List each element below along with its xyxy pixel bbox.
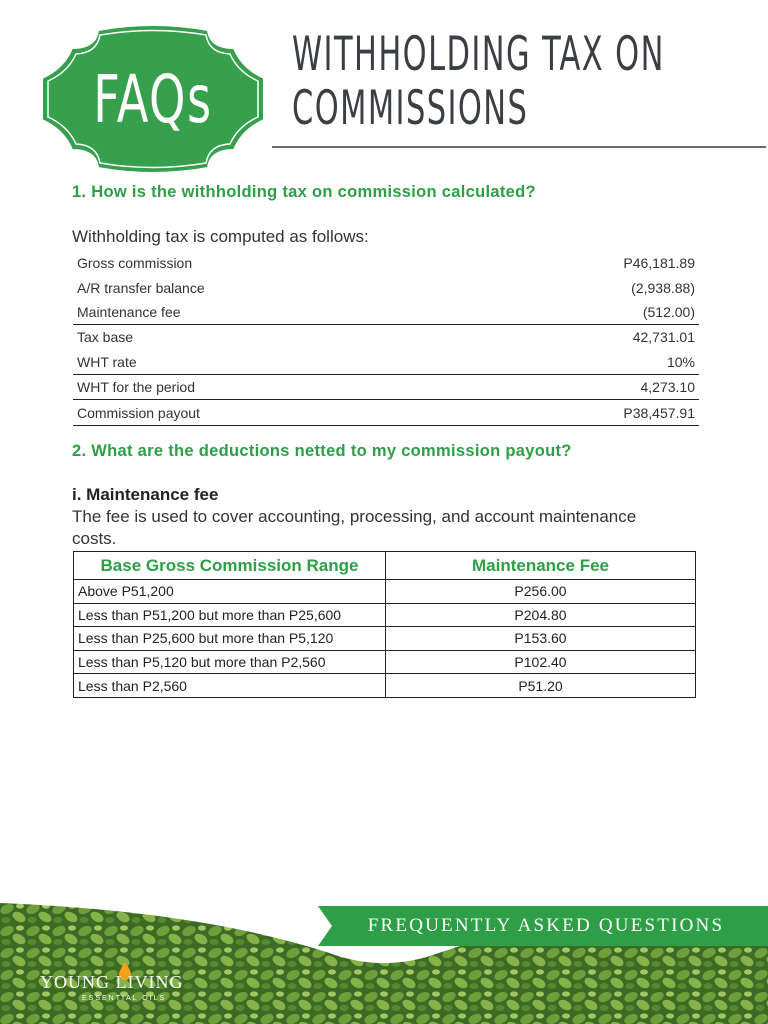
- fee-range-cell: Less than P51,200 but more than P25,600: [74, 603, 386, 627]
- fee-table-row: [74, 580, 696, 604]
- title-line-2: COMMISSIONS: [292, 81, 529, 136]
- calc-row: [73, 400, 699, 425]
- calc-value: 4,273.10: [467, 374, 699, 399]
- maintenance-fee-table: [73, 551, 696, 698]
- fee-header-range: Base Gross Commission Range: [74, 552, 386, 580]
- page-title: [292, 27, 665, 136]
- brand-tagline: ESSENTIAL OILS: [82, 995, 167, 1002]
- fee-amount-cell: P204.80: [386, 603, 696, 627]
- calc-value: P38,457.91: [467, 400, 699, 425]
- title-divider: [272, 146, 766, 148]
- fee-amount-cell: P256.00: [386, 580, 696, 604]
- calc-intro: Withholding tax is computed as follows:: [72, 227, 369, 246]
- maintenance-fee-description: The fee is used to cover accounting, processing, and account maintenance costs.: [72, 507, 637, 548]
- brand-logo: YOUNG LIVING: [40, 972, 184, 992]
- tax-computation-table: [73, 251, 699, 426]
- ribbon-text: FREQUENTLY ASKED QUESTIONS: [367, 915, 725, 936]
- calc-row: [73, 374, 699, 399]
- calc-row: [73, 325, 699, 350]
- calc-value: P46,181.89: [623, 255, 695, 272]
- fee-table-row: [74, 603, 696, 627]
- calc-row: [73, 251, 699, 275]
- fee-table-row: [74, 674, 696, 698]
- maintenance-fee-heading: i. Maintenance fee: [72, 485, 219, 504]
- calc-value: 42,731.01: [467, 325, 699, 350]
- fee-range-cell: Above P51,200: [74, 580, 386, 604]
- fee-table-row: [74, 627, 696, 651]
- calc-label: A/R transfer balance: [77, 279, 205, 296]
- fee-amount-cell: P153.60: [386, 627, 696, 651]
- badge-label: FAQs: [93, 60, 213, 138]
- calc-row: [73, 350, 699, 375]
- fee-amount-cell: P102.40: [386, 650, 696, 674]
- calc-label: Tax base: [73, 325, 467, 350]
- calc-label: WHT rate: [77, 353, 137, 370]
- calc-label: Maintenance fee: [77, 303, 181, 320]
- calc-value: 10%: [666, 353, 695, 370]
- question-1: 1. How is the withholding tax on commission calculated?: [72, 183, 536, 201]
- calc-label: WHT for the period: [73, 374, 467, 399]
- fee-header-fee: Maintenance Fee: [386, 552, 696, 580]
- calc-row: [73, 275, 699, 299]
- question-2: 2. What are the deductions netted to my commission payout?: [72, 442, 572, 460]
- calc-value: (2,938.88): [631, 279, 695, 296]
- calc-label: Commission payout: [73, 400, 467, 425]
- fee-table-header-row: [74, 552, 696, 580]
- fee-range-cell: Less than P5,120 but more than P2,560: [74, 650, 386, 674]
- calc-label: Gross commission: [77, 255, 193, 272]
- fee-table-row: [74, 650, 696, 674]
- fee-range-cell: Less than P2,560: [74, 674, 386, 698]
- calc-row: [73, 300, 699, 325]
- fee-range-cell: Less than P25,600 but more than P5,120: [74, 627, 386, 651]
- calc-value: (512.00): [642, 303, 695, 320]
- fee-amount-cell: P51.20: [386, 674, 696, 698]
- title-line-1: WITHHOLDING TAX ON: [292, 27, 665, 82]
- foliage-footer: [0, 880, 768, 1024]
